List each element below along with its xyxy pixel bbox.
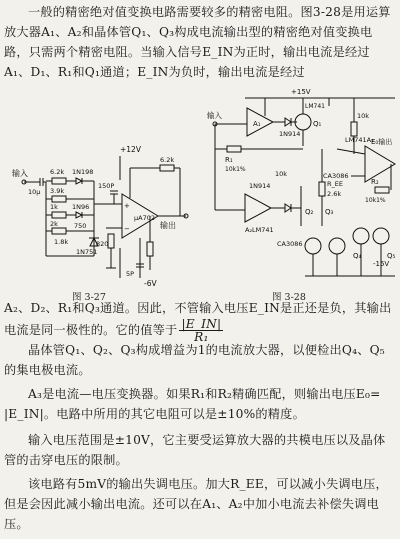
fig328-q3-label: Q₃ xyxy=(325,208,334,216)
fig327-cfb-label: 150P xyxy=(98,182,115,190)
fig327-r7-label: 820 xyxy=(96,240,109,248)
fig327-r3-label: 1k xyxy=(50,203,58,211)
fig328-output-label: E₀输出 xyxy=(371,138,393,146)
fig328-q5-label: Q₅ xyxy=(387,252,396,260)
fig328-r10k-label: 10k xyxy=(357,112,370,120)
fig327-plus12-label: +12V xyxy=(120,145,141,154)
fig327-d3-label: 1N751 xyxy=(76,248,98,256)
fig328-l8-label: LM741 xyxy=(305,103,325,110)
fig327-r6-label: 1.8k xyxy=(54,238,69,246)
transistors-paragraph: 晶体管Q₁、Q₂、Q₃构成增益为1的电流放大器，以便检出Q₄、Q₅的集电极电流。 xyxy=(4,343,385,377)
fig328-r1-value: 10k1% xyxy=(225,166,246,173)
fig328-a2-label: A₂LM741 xyxy=(245,226,274,234)
offset-paragraph: 该电路有5mV的输出失调电压。加大R_EE，可以减小失调电压，但是会因此减小输出电流。还可以在A₁、A₂中加小电流去补偿失调电压。 xyxy=(4,477,388,531)
fig327-cin-label: 10μ xyxy=(28,188,41,196)
fraction-numerator: |E_IN| xyxy=(181,317,222,331)
fig328-input-label: 输入 xyxy=(207,111,222,120)
fig328-a3-label: LM741A₃ xyxy=(345,136,374,144)
fig328-plus15-label: +15V xyxy=(291,88,311,96)
fig327-r5-label: 750 xyxy=(74,222,87,230)
fig328-minus15-label: -15V xyxy=(373,260,390,268)
fig327-cout-label: 5P xyxy=(126,270,135,278)
fig328-ca3086b-label: CA3086 xyxy=(277,240,303,248)
fig327-amp-label: μA702 xyxy=(134,214,155,222)
fig328-ree-label: R_EE xyxy=(327,180,343,188)
figure-3-28-caption: 图 3-28 xyxy=(272,292,306,303)
fig327-minus6-label: -6V xyxy=(144,279,157,288)
fig328-a1-label: A₁ xyxy=(253,120,261,128)
fig328-q1-label: Q₁ xyxy=(313,120,322,128)
fig328-r1-label: R₁ xyxy=(225,156,233,164)
fig327-output-label: 输出 xyxy=(160,221,176,230)
fig327-pin-plus: + xyxy=(124,202,130,210)
fraction-denominator: R₁ xyxy=(194,330,209,344)
circuit-figure-3-27 xyxy=(10,138,202,290)
continuation-text: A₂、D₂、R₁和Q₃通道。因此，不管输入电压E_IN是正还是负，其输出电流是同一极性的。它的值等于 xyxy=(4,301,392,337)
fig327-input-label: 输入 xyxy=(12,169,28,178)
circuit-figure-3-28 xyxy=(205,86,397,292)
fig327-rfb-label: 6.2k xyxy=(160,156,175,164)
fig328-ree-value: 2.6k xyxy=(327,190,342,198)
fig328-ca3086a-label: CA3086 xyxy=(323,172,349,180)
fig328-q4-label: Q₄ xyxy=(353,252,362,260)
fig327-r2-label: 3.9k xyxy=(50,187,65,195)
fig327-pin-minus: − xyxy=(124,225,130,233)
fig327-d2-label: 1N96 xyxy=(72,203,90,211)
fig328-r2-label: R₂ xyxy=(371,178,379,186)
fig328-d2-label: 1N914 xyxy=(249,182,271,190)
fig327-d1-label: 1N198 xyxy=(72,168,94,176)
fig328-q2-label: Q₂ xyxy=(305,208,314,216)
fig327-r1-label: 6.2k xyxy=(50,168,65,176)
figure-3-27-caption: 图 3-27 xyxy=(72,292,106,303)
input-range-paragraph: 输入电压范围是±10V，它主要受运算放大器的共模电压以及晶体管的击穿电压的限制。 xyxy=(4,433,386,467)
intro-paragraph: 一般的精密绝对值变换电路需要较多的精密电阻。图3-28是用运算放大器A₁、A₂和晶体管Q₁、Q₃构成电流输出型的精密绝对值变换电路，只需两个精密电阻。当输入信号E_IN为正时，输出电流是经过A₁、D₁、R₁和Q₁通道；E_IN为负时，输出电流是经过 xyxy=(4,5,391,79)
continuation-paragraph xyxy=(4,298,396,343)
fig327-r4-label: 2k xyxy=(50,220,58,228)
fig328-d1-label: 1N914 xyxy=(279,130,301,138)
converter-paragraph: A₃是电流—电压变换器。如果R₁和R₂精确匹配，则输出电压E₀= |E_IN|。电路中所用的其它电阻可以是±10%的精度。 xyxy=(4,387,381,421)
fig328-r2-value: 10k1% xyxy=(365,197,386,204)
fig328-r10k2-label: 10k xyxy=(275,170,288,178)
